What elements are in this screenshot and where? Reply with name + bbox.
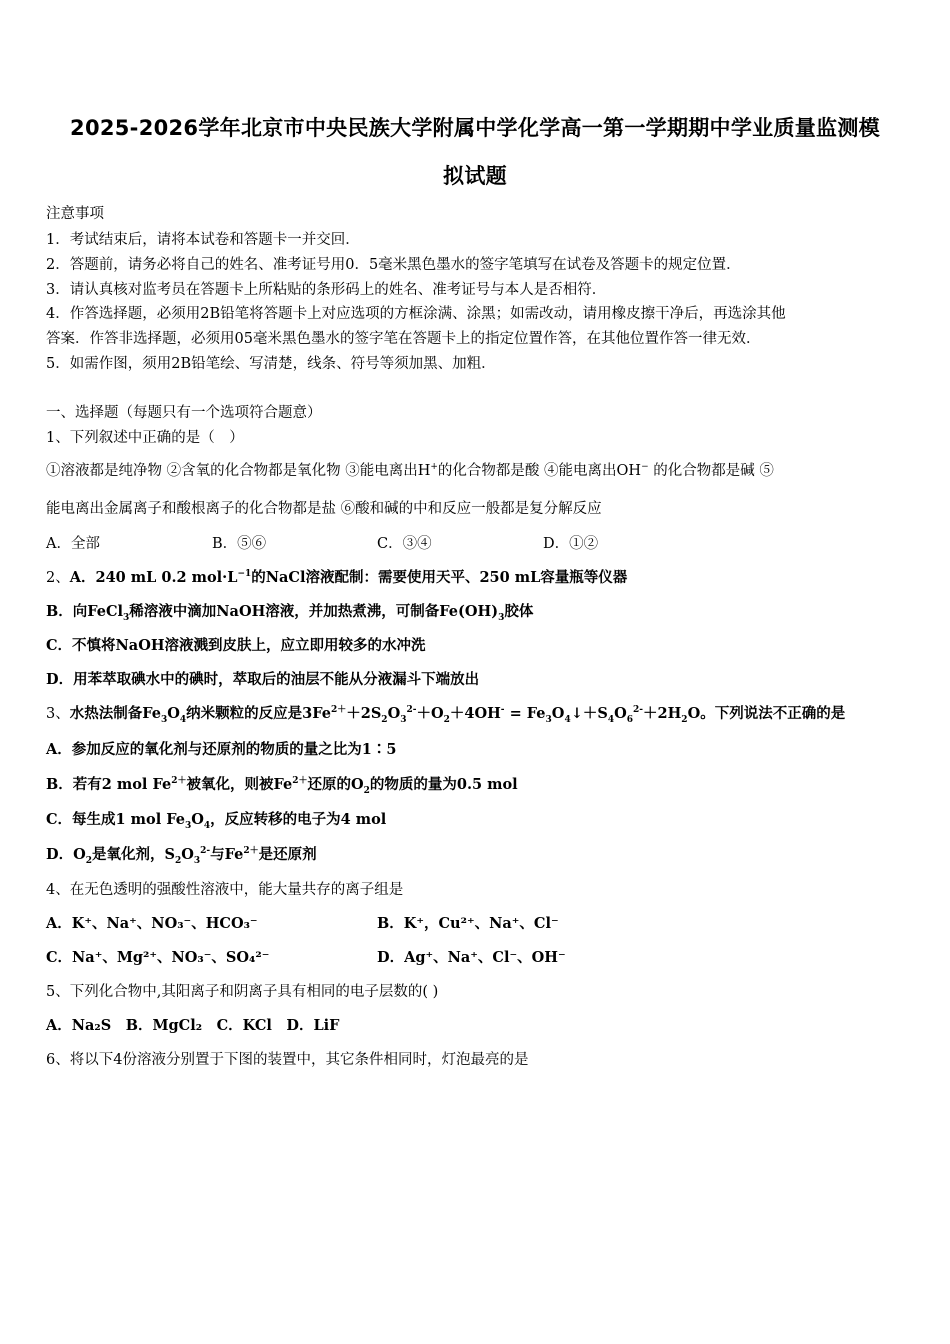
notice-item-4: 4．作答选择题，必须用2B铅笔将答题卡上对应选项的方框涂满、涂黑；如需改动，请用橡皮擦干净后，再选涂其他 [46, 306, 786, 322]
q2-option-c: C．不慎将NaOH溶液溅到皮肤上，应立即用较多的水冲洗 [46, 637, 426, 654]
q5-stem: 5、下列化合物中,其阳离子和阴离子具有相同的电子层数的( ) [46, 984, 439, 1000]
q1-option-d: D．①② [543, 536, 599, 552]
section-heading: 一、选择题（每题只有一个选项符合题意） [46, 405, 322, 421]
q4-option-d: D．Ag⁺、Na⁺、Cl⁻、OH⁻ [377, 949, 566, 966]
exam-title-line1: 2025-2026学年北京市中央民族大学附属中学化学高一第一学期期中学业质量监测模 [70, 116, 880, 140]
q1-option-b: B．⑤⑥ [212, 536, 267, 552]
notice-item-4-cont: 答案．作答非选择题，必须用05毫米黑色墨水的签字笔在答题卡上的指定位置作答，在其他位置作答一律无效． [46, 331, 761, 347]
notice-item-1: 1．考试结束后，请将本试卷和答题卡一并交回． [46, 232, 360, 248]
q5-options: A．Na₂S B．MgCl₂ C．KCl D．LiF [46, 1017, 340, 1034]
q4-option-a: A．K⁺、Na⁺、NO₃⁻、HCO₃⁻ [46, 915, 258, 932]
q6-stem: 6、将以下4份溶液分别置于下图的装置中，其它条件相同时，灯泡最亮的是 [46, 1052, 529, 1068]
notice-heading: 注意事项 [46, 206, 104, 222]
q4-option-c: C．Na⁺、Mg²⁺、NO₃⁻、SO₄²⁻ [46, 949, 270, 966]
q1-statements-line1: ①溶液都是纯净物 ②含氧的化合物都是氧化物 ③能电离出H+的化合物都是酸 ④能电离出OH− 的化合物都是碱 ⑤ [46, 462, 774, 479]
q1-option-c: C．③④ [377, 536, 432, 552]
notice-item-3: 3．请认真核对监考员在答题卡上所粘贴的条形码上的姓名、准考证号与本人是否相符． [46, 282, 607, 298]
q3-option-a: A．参加反应的氧化剂与还原剂的物质的量之比为1∶5 [46, 741, 397, 758]
notice-item-5: 5．如需作图，须用2B铅笔绘、写清楚，线条、符号等须加黑、加粗． [46, 356, 496, 372]
q1-stem: 1、下列叙述中正确的是（ ） [46, 430, 244, 446]
exam-title-line2: 拟试题 [443, 164, 507, 188]
q1-option-a: A．全部 [46, 536, 100, 552]
notice-item-2: 2．答题前，请务必将自己的姓名、准考证号用0．5毫米黑色墨水的签字笔填写在试卷及答题卡的规定位置． [46, 257, 741, 273]
q3-option-b: B．若有2 mol $Fe^{2+}$被氧化，则被$Fe^{2+}$还原的$O_2$的物质的量为0.5 mol [46, 776, 518, 796]
q2-option-b: B．向FeCl$_3$稀溶液中滴加NaOH溶液，并加热煮沸，可制备$Fe(OH)_3$胶体 [46, 603, 534, 623]
q2-option-a: 2、A．240 mL 0.2 $mol\cdot L^{-1}$的NaCl溶液配制：需要使用天平、250 mL容量瓶等仪器 [46, 569, 628, 586]
q1-statements-line2: 能电离出金属离子和酸根离子的化合物都是盐 ⑥酸和碱的中和反应一般都是复分解反应 [46, 501, 602, 517]
q2-option-d: D．用苯萃取碘水中的碘时，萃取后的油层不能从分液漏斗下端放出 [46, 671, 480, 688]
q3-option-d: D．$O_2$是氧化剂，$S_2O_3^{2-}$与$Fe^{2+}$是还原剂 [46, 846, 317, 866]
q4-stem: 4、在无色透明的强酸性溶液中，能大量共存的离子组是 [46, 882, 404, 898]
q3-option-c: C．每生成1 mol $Fe_3O_4$，反应转移的电子为4 mol [46, 811, 387, 831]
q3-stem: 3、水热法制备$Fe_3O_4$纳米颗粒的反应是$3Fe^{2+}+2S_2O_3^{2-}+O_2+4OH^-$ = $Fe_3O_4↓+S_4O_6^{2-}+2H_2O$。下列说法不正确的是 [46, 705, 846, 725]
q4-option-b: B．K⁺，Cu²⁺、Na⁺、Cl⁻ [377, 915, 559, 932]
